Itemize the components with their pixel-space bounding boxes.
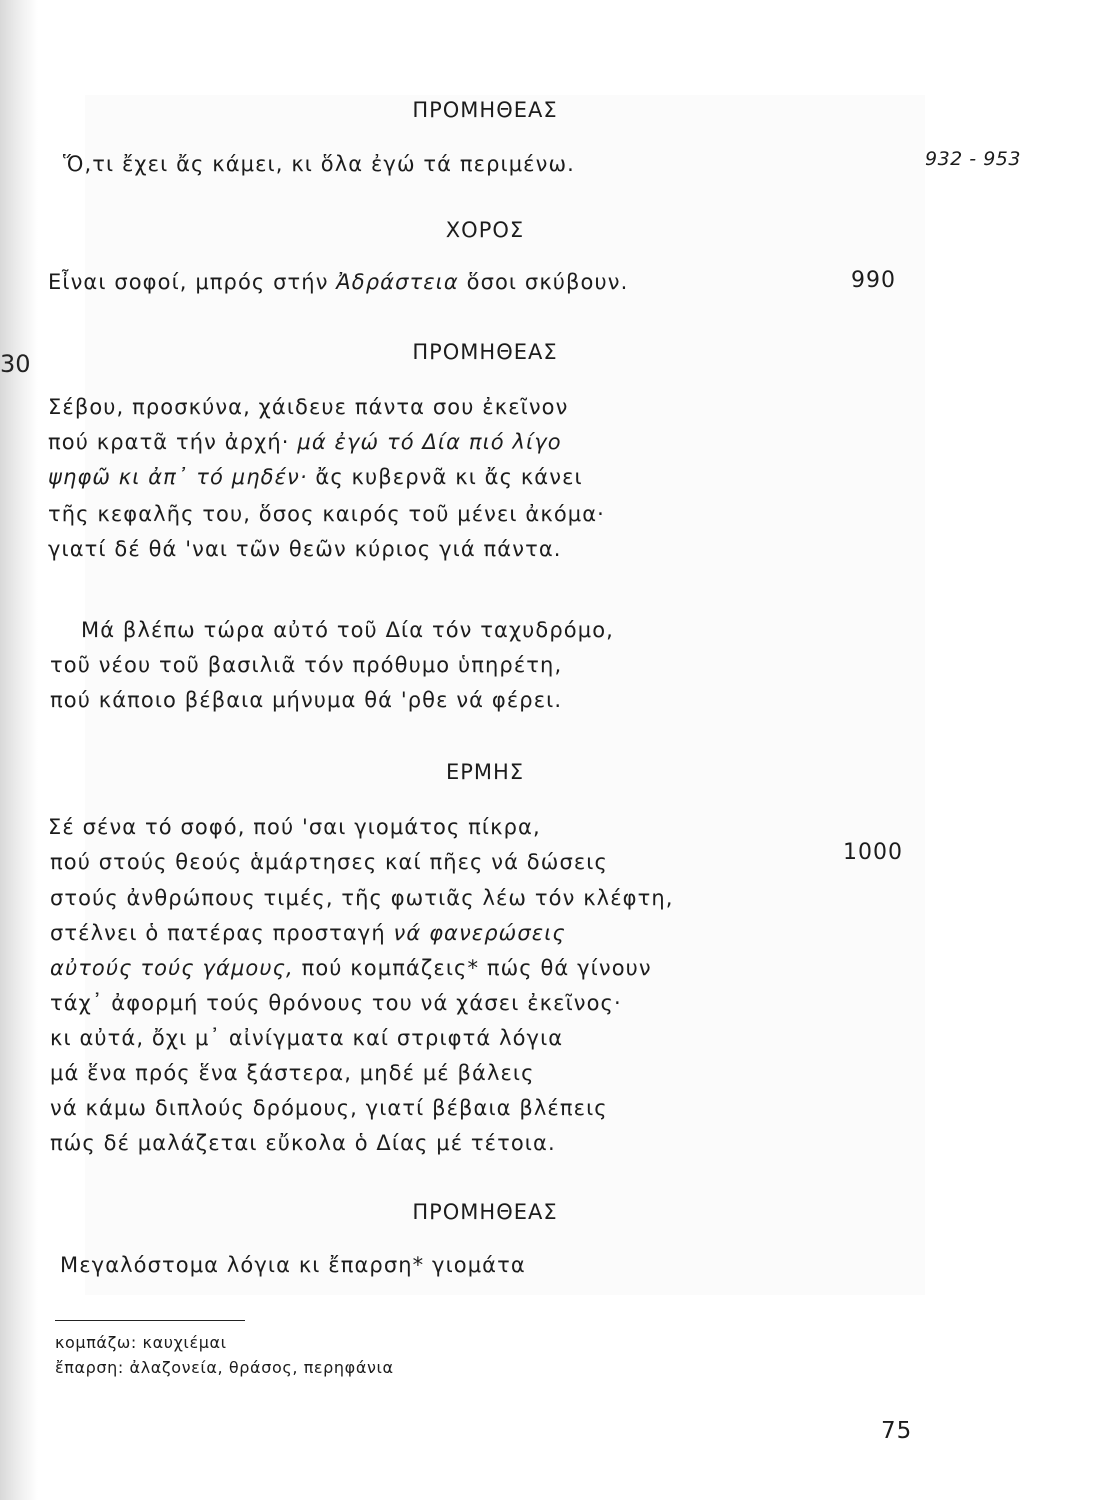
verse-line: πού κάποιο βέβαια μήνυμα θά 'ρθε νά φέρει. (50, 688, 563, 712)
verse-line: Σέβου, προσκύνα, χάιδευε πάντα σου ἐκεῖνον (48, 395, 569, 419)
verse-line: κι αὐτά, ὄχι μ᾿ αἰνίγματα καί στριφτά λόγια (50, 1026, 564, 1050)
footnote-rule (55, 1320, 245, 1321)
verse-line: στούς ἀνθρώπους τιμές, τῆς φωτιᾶς λέω τόν κλέφτη, (50, 886, 674, 910)
verse-line: Σέ σένα τό σοφό, πού 'σαι γιομάτος πίκρα, (48, 815, 541, 839)
verse-italic: Ἀδράστεια (336, 270, 459, 294)
verse-text: ὅσοι σκύβουν. (458, 270, 629, 294)
speaker-heading: ΠΡΟΜΗΘΕΑΣ (412, 98, 558, 122)
verse-text: στέλνει ὁ πατέρας προσταγή (50, 921, 394, 945)
line-number: 1000 (843, 840, 903, 865)
verse-italic: ψηφῶ κι ἀπ᾿ τό μηδέν· (48, 465, 308, 489)
verse-line: Μεγαλόστομα λόγια κι ἔπαρση* γιομάτα (60, 1253, 526, 1277)
speaker-heading: ΠΡΟΜΗΘΕΑΣ (412, 1200, 558, 1224)
verse-line: Μά βλέπω τώρα αὐτό τοῦ Δία τόν ταχυδρόμο, (81, 618, 614, 642)
verse-line (50, 921, 566, 945)
verse-line: τοῦ νέου τοῦ βασιλιᾶ τόν πρόθυμο ὑπηρέτη, (50, 653, 563, 677)
verse-line: μά ἕνα πρός ἕνα ξάστερα, μηδέ μέ βάλεις (50, 1061, 535, 1085)
verse-line: τῆς κεφαλῆς του, ὅσος καιρός τοῦ μένει ἀκόμα· (48, 502, 605, 526)
gutter-line-number-fragment: 30 (0, 350, 31, 378)
verse-line: νά κάμω διπλούς δρόμους, γιατί βέβαια βλέπεις (50, 1096, 608, 1120)
verse-line (50, 956, 652, 980)
speaker-heading: ΧΟΡΟΣ (445, 218, 525, 242)
verse-text: πού κρατᾶ τήν ἀρχή· (48, 430, 298, 454)
verse-line: Ὅ,τι ἔχει ἄς κάμει, κι ὅλα ἐγώ τά περιμένω. (63, 152, 575, 176)
verse-line: γιατί δέ θά 'ναι τῶν θεῶν κύριος γιά πάντα. (48, 537, 562, 561)
speaker-heading: ΕΡΜΗΣ (445, 760, 525, 784)
verse-line: πού στούς θεούς ἁμάρτησες καί πῆες νά δώσεις (50, 850, 608, 874)
page-gutter (0, 0, 38, 1500)
verse-italic: μά ἐγώ τό Δία πιό λίγο (297, 430, 562, 454)
verse-text: Εἶναι σοφοί, μπρός στήν (48, 270, 337, 294)
speaker-heading: ΠΡΟΜΗΘΕΑΣ (412, 340, 558, 364)
verse-line (48, 465, 583, 489)
footnote: κομπάζω: καυχιέμαι (55, 1333, 227, 1352)
line-reference: 932 - 953 (925, 148, 1021, 170)
verse-line (48, 270, 628, 294)
verse-line: πώς δέ μαλάζεται εὔκολα ὁ Δίας μέ τέτοια. (50, 1131, 556, 1155)
footnote: ἔπαρση: ἀλαζονεία, θράσος, περηφάνια (55, 1358, 394, 1377)
verse-text: ἄς κυβερνᾶ κι ἄς κάνει (307, 465, 583, 489)
verse-text: πού κομπάζεις* πώς θά γίνουν (293, 956, 652, 980)
line-number: 990 (851, 268, 896, 293)
verse-italic: νά φανερώσεις (393, 921, 566, 945)
verse-line (48, 430, 562, 454)
page-number: 75 (881, 1418, 913, 1444)
verse-line: τάχ᾿ ἀφορμή τούς θρόνους του νά χάσει ἐκεῖνος· (50, 991, 622, 1015)
verse-italic: αὐτούς τούς γάμους, (50, 956, 294, 980)
